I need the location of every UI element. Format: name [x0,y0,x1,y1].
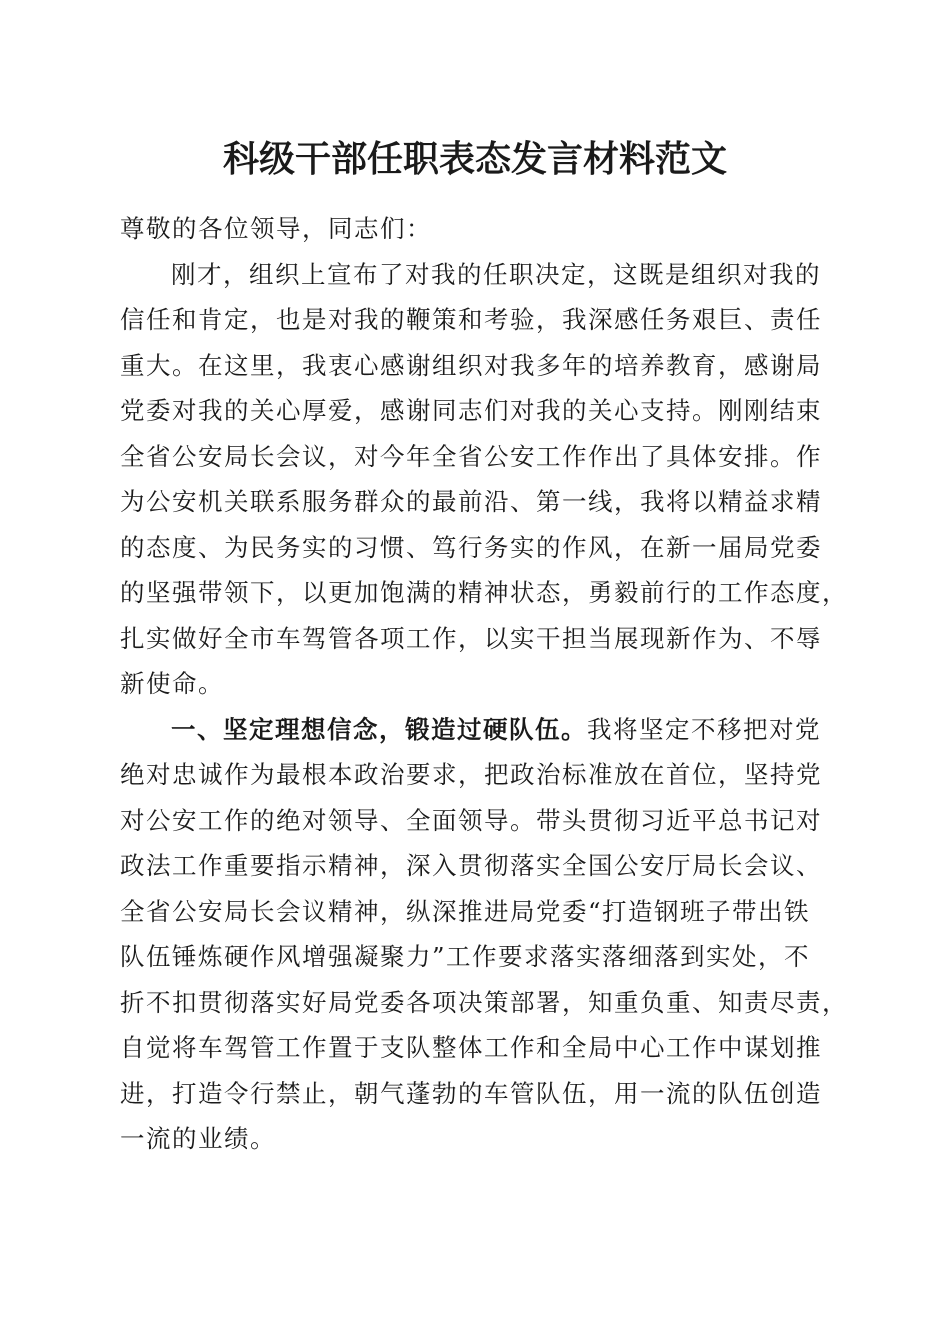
paragraph-first-line [120,707,835,753]
paragraph-line: 的态度、为民务实的习惯、笃行务实的作风，在新一届局党委 [120,532,822,562]
paragraph-line: 一流的业绩。 [120,1124,276,1153]
paragraph-line: 对公安工作的绝对领导、全面领导。带头贯彻习近平总书记对 [120,805,822,835]
paragraph-line: 政法工作重要指示精神，深入贯彻落实全国公安厅局长会议、 [120,851,822,880]
paragraph-line: 党委对我的关心厚爱，感谢同志们对我的关心支持。刚刚结束 [120,396,822,425]
paragraph-line: 新使命。 [120,669,224,698]
document-body [120,206,848,1162]
paragraph-line: 刚才，组织上宣布了对我的任职决定，这既是组织对我的 [171,259,821,289]
salutation: 尊敬的各位领导，同志们： [120,214,432,243]
paragraph-intro [120,252,848,707]
paragraph-line: 重大。在这里，我衷心感谢组织对我多年的培养教育，感谢局 [120,350,822,380]
paragraph-line: 扎实做好全市车驾管各项工作，以实干担当展现新作为、不辱 [120,623,822,653]
paragraph-line: 的坚强带领下，以更加饱满的精神状态，勇毅前行的工作态度， [120,578,848,607]
paragraph-line: 进，打造令行禁止，朝气蓬勃的车管队伍，用一流的队伍创造 [120,1078,822,1108]
paragraph-line: 全省公安局长会议，对今年全省公安工作作出了具体安排。作 [120,441,822,471]
document-title: 科级干部任职表态发言材料范文 [222,139,727,180]
paragraph-line: 信任和肯定，也是对我的鞭策和考验，我深感任务艰巨、责任 [120,305,822,334]
paragraph-section-one [120,707,848,1162]
paragraph-line: 为公安机关联系服务群众的最前沿、第一线，我将以精益求精 [120,487,822,516]
paragraph-line: 绝对忠诚作为最根本政治要求，把政治标准放在首位，坚持党 [120,760,822,789]
section-heading-continuation: 我将坚定不移把对党 [587,714,821,744]
paragraph-line: 自觉将车驾管工作置于支队整体工作和全局中心工作中谋划推 [120,1033,822,1062]
paragraph-line: 队伍锤炼硬作风增强凝聚力”工作要求落实落细落到实处，不 [120,942,811,971]
section-heading: 一、坚定理想信念，锻造过硬队伍。 [171,714,587,744]
paragraph-line: 全省公安局长会议精神，纵深推进局党委“打造钢班子带出铁 [120,896,811,926]
paragraph-line: 折不扣贯彻落实好局党委各项决策部署，知重负重、知责尽责， [120,987,848,1017]
